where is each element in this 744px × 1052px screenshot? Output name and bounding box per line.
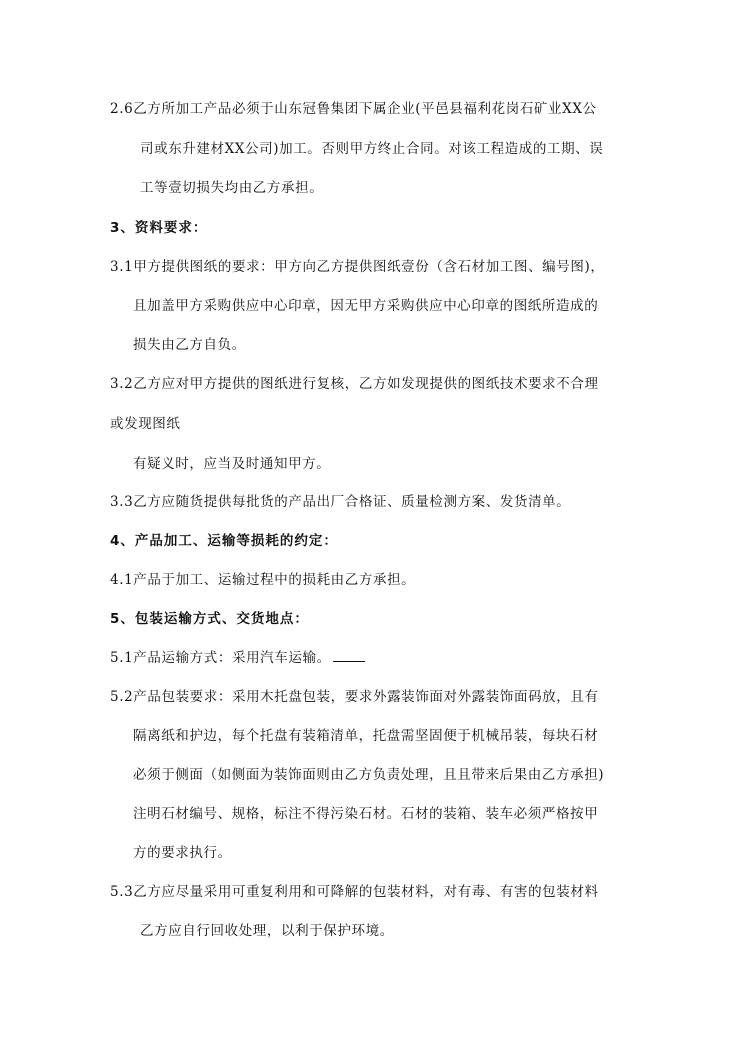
heading-4: 4、产品加工、运输等损耗的约定：: [110, 533, 338, 549]
para-5-2-line-5: 方的要求执行。: [133, 845, 232, 861]
heading-3: 3、资料要求：: [110, 220, 208, 236]
para-2-6-line-2: 司或东升建材XX公司)加工。否则甲方终止合同。对该工程造成的工期、误: [140, 141, 604, 157]
para-5-2-line-4: 注明石材编号、规格，标注不得污染石材。石材的装箱、装车必须严格按甲: [133, 806, 599, 822]
para-3-3: 3.3乙方应随货提供每批货的产品出厂合格证、质量检测方案、发货清单。: [110, 494, 571, 510]
para-3-1-line-1: 3.1甲方提供图纸的要求：甲方向乙方提供图纸壹份（含石材加工图、编号图)，: [110, 259, 605, 275]
para-3-2-line-1: 3.2乙方应对甲方提供的图纸进行复核，乙方如发现提供的图纸技术要求不合理: [110, 376, 599, 392]
heading-5: 5、包装运输方式、交货地点：: [110, 611, 309, 627]
para-4-1: 4.1产品于加工、运输过程中的损耗由乙方承担。: [110, 572, 416, 588]
para-2-6-line-1: 2.6乙方所加工产品必须于山东冠鲁集团下属企业(平邑县福利花岗石矿业XX公: [110, 101, 597, 117]
para-3-2-line-2: 或发现图纸: [110, 416, 181, 432]
para-3-1-line-3: 损失由乙方自负。: [133, 337, 246, 353]
para-5-1-text: 5.1产品运输方式：采用汽车运输。: [110, 650, 331, 666]
para-5-2-line-1: 5.2产品包装要求：采用木托盘包装，要求外露装饰面对外露装饰面码放，且有: [110, 689, 599, 705]
para-5-3-line-2: 乙方应自行回收处理，以利于保护环境。: [140, 923, 394, 939]
para-3-2-line-3: 有疑义时，应当及时通知甲方。: [133, 456, 331, 472]
para-5-3-line-1: 5.3乙方应尽量采用可重复利用和可降解的包装材料，对有毒、有害的包装材料: [110, 884, 599, 900]
para-5-1: [110, 646, 365, 666]
para-5-2-line-3: 必须于侧面（如侧面为装饰面则由乙方负责处理，且且带来后果由乙方承担): [133, 767, 605, 783]
para-3-1-line-2: 且加盖甲方采购供应中心印章，因无甲方采购供应中心印章的图纸所造成的: [133, 298, 599, 314]
fill-in-blank: [333, 649, 365, 662]
para-5-2-line-2: 隔离纸和护边，每个托盘有装箱清单，托盘需坚固便于机械吊装，每块石材: [133, 728, 599, 744]
para-2-6-line-3: 工等壹切损失均由乙方承担。: [140, 180, 324, 196]
